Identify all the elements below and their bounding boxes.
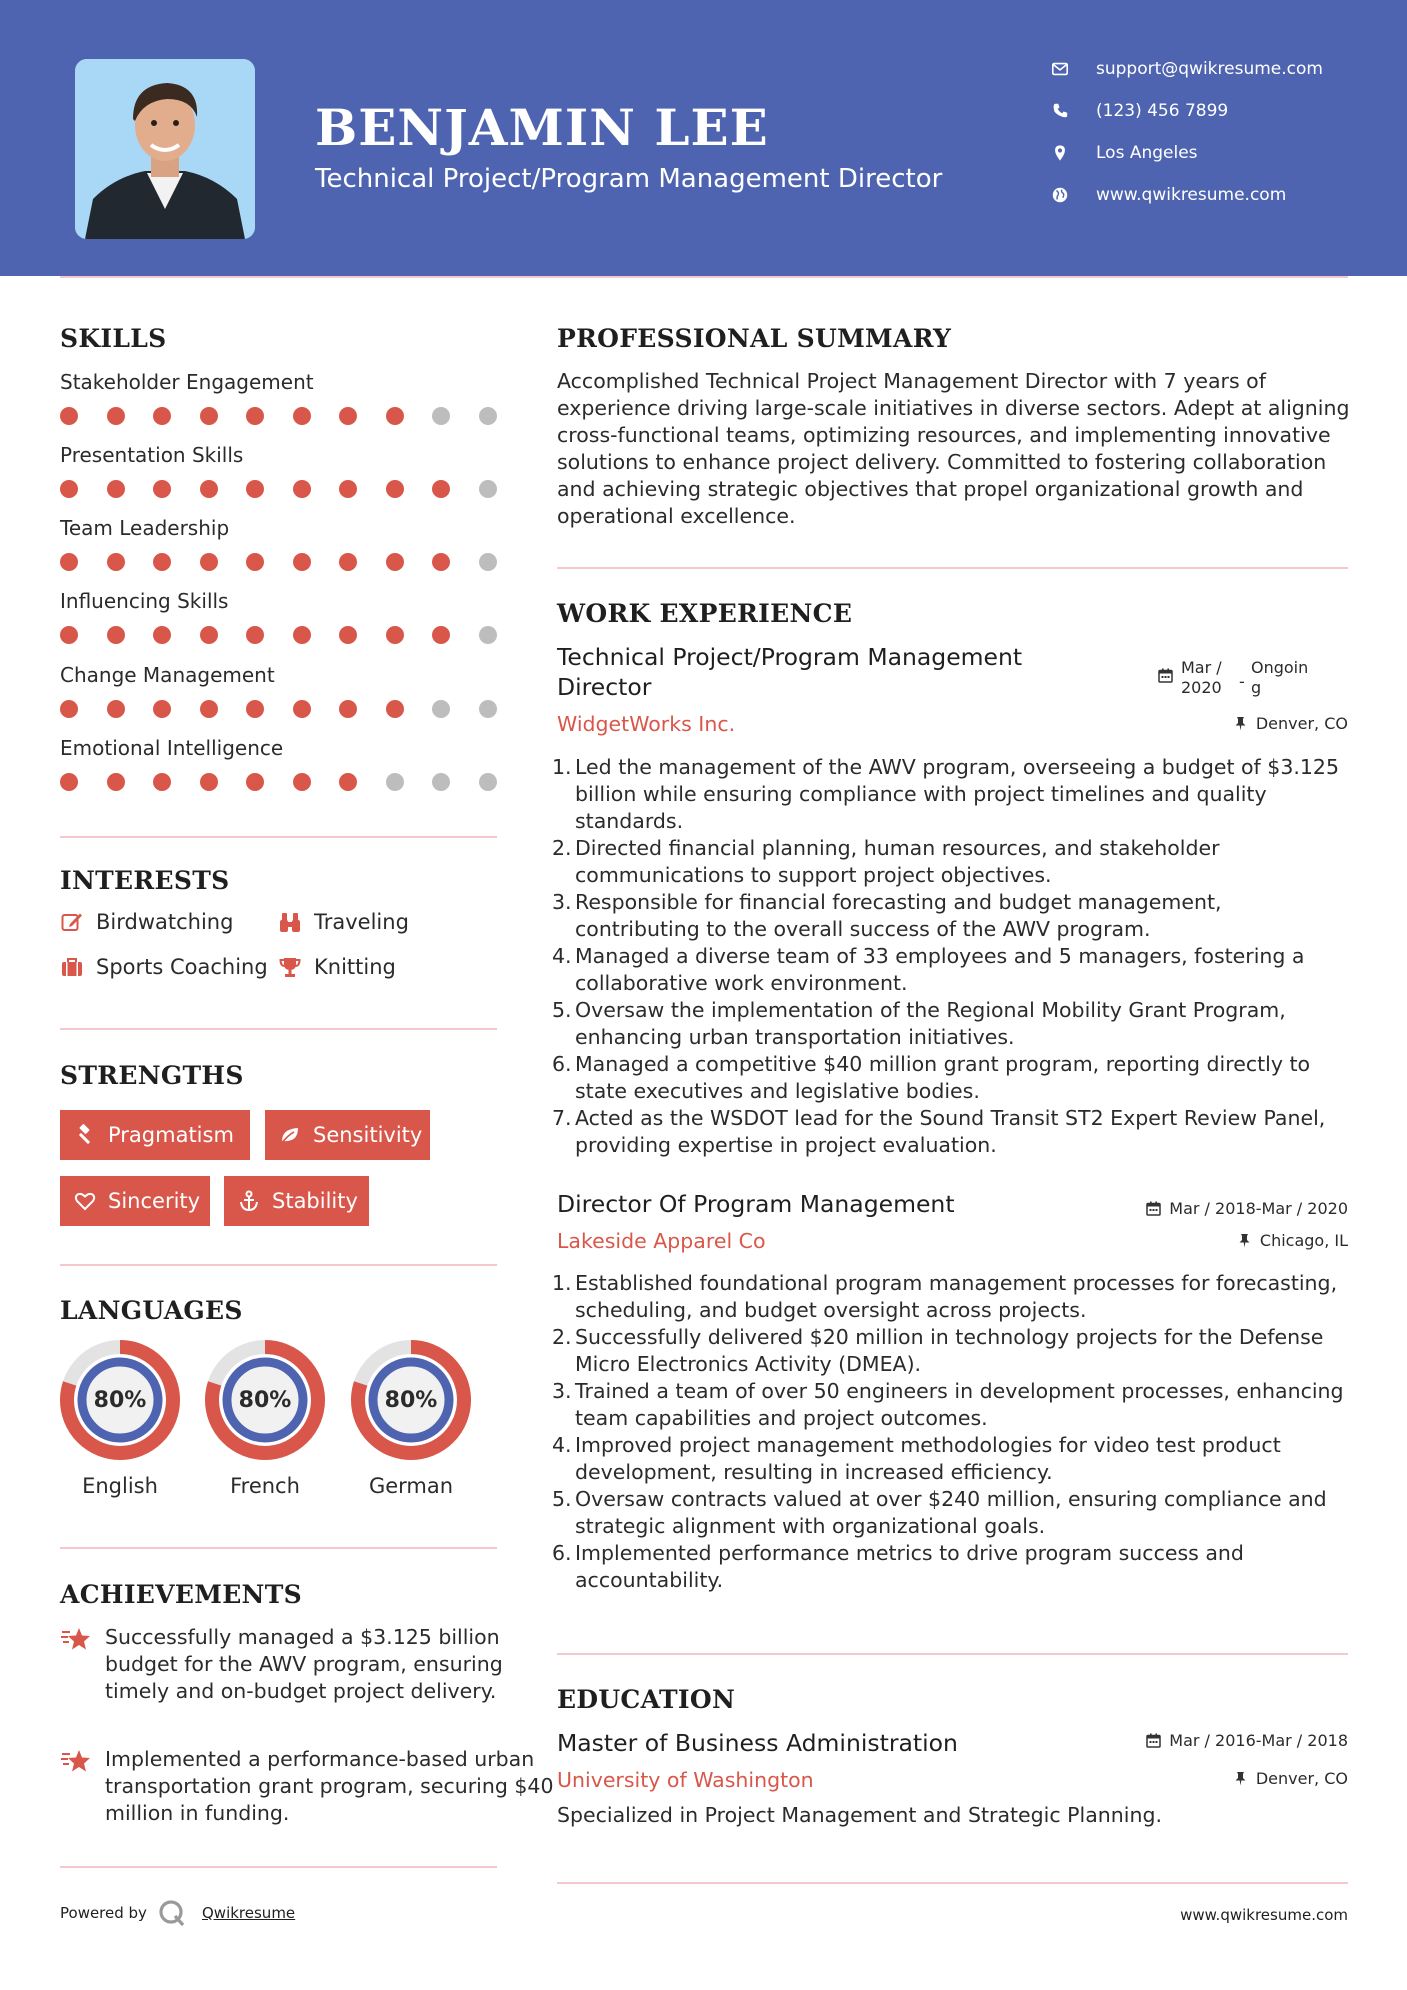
job-location-text: Chicago, IL	[1259, 1231, 1348, 1250]
rating-dot-filled	[153, 553, 171, 571]
pushpin-icon	[1233, 716, 1248, 731]
language-percent: 80%	[93, 1387, 147, 1413]
job-bullet	[552, 1378, 1352, 1432]
envelope-icon	[1050, 59, 1070, 79]
rating-dot-filled	[386, 626, 404, 644]
bullet-number: 5.	[552, 1487, 572, 1511]
job-bullet	[552, 1270, 1352, 1324]
footer-website[interactable]: www.qwikresume.com	[1180, 1906, 1348, 1924]
bullet-text: Improved project management methodologies for video test product development, resulting in increased efficiency.	[575, 1433, 1281, 1484]
rating-dot-filled	[293, 553, 311, 571]
language-gauge	[205, 1340, 325, 1460]
job-bullet	[552, 1324, 1352, 1378]
rating-dot-empty	[386, 773, 404, 791]
pushpin-icon	[1233, 1771, 1248, 1786]
job-date	[1100, 1199, 1348, 1218]
rating-dot-filled	[386, 700, 404, 718]
education-location-text: Denver, CO	[1255, 1769, 1348, 1788]
language-gauge	[60, 1340, 180, 1460]
achievement-item	[60, 1746, 554, 1827]
interest-label: Sports Coaching	[96, 955, 268, 979]
rating-dot-filled	[107, 700, 125, 718]
interest-item	[60, 955, 268, 979]
section-divider	[557, 1882, 1348, 1884]
rating-dot-filled	[246, 480, 264, 498]
gavel-icon	[74, 1124, 96, 1146]
rating-dot-filled	[386, 407, 404, 425]
rating-dot-filled	[432, 553, 450, 571]
skill-name: Stakeholder Engagement	[60, 370, 314, 394]
briefcase-icon	[60, 955, 84, 979]
bullet-number: 1.	[552, 1271, 572, 1295]
bullet-number: 2.	[552, 836, 572, 860]
bullet-number: 4.	[552, 944, 572, 968]
bullet-number: 7.	[552, 1106, 572, 1130]
rating-dot-filled	[200, 407, 218, 425]
strength-tag	[224, 1176, 369, 1226]
interest-item	[278, 955, 396, 979]
qwikresume-logo-icon	[158, 1899, 188, 1927]
school-name: University of Washington	[557, 1768, 814, 1792]
language-name: German	[368, 1474, 454, 1498]
job-bullet	[552, 943, 1352, 997]
rating-dot-filled	[200, 626, 218, 644]
rating-dot-filled	[339, 480, 357, 498]
rating-dot-filled	[107, 626, 125, 644]
bullet-text: Oversaw the implementation of the Regional Mobility Grant Program, enhancing urban transportation initiatives.	[575, 998, 1286, 1049]
strength-tag	[265, 1110, 430, 1160]
job-title: Technical Project/Program Management Director	[557, 643, 1023, 701]
job-date-start: Mar / 2020	[1181, 658, 1222, 697]
job-bullet	[552, 1105, 1352, 1159]
rating-dot-filled	[293, 700, 311, 718]
bullet-text: Oversaw contracts valued at over $240 million, ensuring compliance and strategic alignment with organizational goals.	[575, 1487, 1327, 1538]
contact-website[interactable]	[1050, 182, 1286, 208]
job-bullet	[552, 835, 1352, 889]
candidate-role: Technical Project/Program Management Director	[315, 164, 943, 194]
bullet-text: Established foundational program management processes for forecasting, scheduling, and budget oversight across projects.	[575, 1271, 1338, 1322]
job-date-text: Mar / 2018-Mar / 2020	[1169, 1199, 1348, 1218]
bullet-text: Responsible for financial forecasting and budget management, contributing to the overall success of the AWV program.	[575, 890, 1222, 941]
achievement-text: Successfully managed a $3.125 billion budget for the AWV program, ensuring timely and on-budget project delivery.	[105, 1625, 503, 1703]
contact-email[interactable]	[1050, 56, 1323, 82]
skill-name: Emotional Intelligence	[60, 736, 284, 760]
skill-name: Presentation Skills	[60, 443, 244, 467]
interest-label: Traveling	[314, 910, 409, 934]
job-location-text: Denver, CO	[1255, 714, 1348, 733]
rating-dot-filled	[386, 553, 404, 571]
pushpin-icon	[1237, 1233, 1252, 1248]
rating-dot-empty	[479, 700, 497, 718]
rating-dot-empty	[479, 553, 497, 571]
education-description: Specialized in Project Management and Strategic Planning.	[557, 1803, 1162, 1827]
strength-tag	[60, 1110, 250, 1160]
achievement-text: Implemented a performance-based urban transportation grant program, securing $40 million in funding.	[105, 1747, 554, 1825]
bullet-number: 3.	[552, 1379, 572, 1403]
rating-dot-filled	[386, 480, 404, 498]
bullet-text: Trained a team of over 50 engineers in development processes, enhancing team capabilities and project outcomes.	[575, 1379, 1344, 1430]
bullet-number: 2.	[552, 1325, 572, 1349]
bullet-text: Successfully delivered $20 million in technology projects for the Defense Micro Electronics Activity (DMEA).	[575, 1325, 1324, 1376]
rating-dot-filled	[60, 553, 78, 571]
company-name: WidgetWorks Inc.	[557, 712, 736, 736]
bullet-text: Acted as the WSDOT lead for the Sound Transit ST2 Expert Review Panel, providing expertise in project evaluation.	[575, 1106, 1326, 1157]
resume-header	[0, 0, 1407, 276]
calendar-icon	[1158, 668, 1173, 683]
rating-dot-empty	[479, 480, 497, 498]
section-divider	[60, 1547, 497, 1549]
skill-name: Influencing Skills	[60, 589, 229, 613]
rating-dot-empty	[479, 626, 497, 644]
interest-label: Birdwatching	[96, 910, 234, 934]
rating-dot-filled	[293, 773, 311, 791]
language-name: English	[82, 1474, 158, 1498]
skill-rating	[60, 553, 500, 571]
section-divider	[60, 1028, 497, 1030]
language-gauge	[351, 1340, 471, 1460]
bullet-text: Managed a diverse team of 33 employees and 5 managers, fostering a collaborative work environment.	[575, 944, 1305, 995]
strength-label: Sincerity	[108, 1189, 201, 1213]
rating-dot-empty	[479, 773, 497, 791]
calendar-icon	[1146, 1733, 1161, 1748]
rating-dot-filled	[246, 407, 264, 425]
job-date	[1158, 658, 1317, 698]
contact-location-text: Los Angeles	[1096, 143, 1198, 163]
achievement-item	[60, 1624, 503, 1732]
rating-dot-filled	[107, 773, 125, 791]
interests-heading: INTERESTS	[60, 866, 230, 895]
strength-label: Stability	[272, 1189, 358, 1213]
job-bullet	[552, 889, 1352, 943]
rating-dot-filled	[60, 407, 78, 425]
skill-rating	[60, 480, 500, 498]
rating-dot-filled	[153, 773, 171, 791]
location-pin-icon	[1050, 143, 1070, 163]
star-award-icon	[60, 1626, 92, 1654]
candidate-name: BENJAMIN LEE	[315, 98, 769, 157]
summary-heading: PROFESSIONAL SUMMARY	[557, 324, 952, 353]
contact-phone-text: (123) 456 7899	[1096, 101, 1229, 121]
trophy-icon	[278, 955, 302, 979]
qwikresume-link[interactable]: Qwikresume	[202, 1904, 296, 1922]
strengths-heading: STRENGTHS	[60, 1061, 244, 1090]
rating-dot-filled	[293, 407, 311, 425]
section-divider	[60, 1264, 497, 1266]
job-achievements-list	[552, 754, 1352, 1159]
bullet-number: 1.	[552, 755, 572, 779]
skill-name: Team Leadership	[60, 516, 230, 540]
interest-item	[278, 910, 409, 934]
job-bullet	[552, 1486, 1352, 1540]
bullet-text: Directed financial planning, human resources, and stakeholder communications to support project objectives.	[575, 836, 1220, 887]
language-percent: 80%	[384, 1387, 438, 1413]
job-date-end: Ongoing	[1251, 658, 1309, 697]
job-bullet	[552, 1432, 1352, 1486]
rating-dot-filled	[200, 553, 218, 571]
rating-dot-empty	[432, 700, 450, 718]
rating-dot-filled	[246, 773, 264, 791]
skill-rating	[60, 407, 500, 425]
profile-photo	[75, 59, 255, 239]
rating-dot-filled	[432, 626, 450, 644]
rating-dot-filled	[339, 553, 357, 571]
rating-dot-filled	[246, 700, 264, 718]
contact-phone[interactable]	[1050, 98, 1228, 124]
rating-dot-filled	[432, 480, 450, 498]
rating-dot-filled	[107, 553, 125, 571]
bullet-text: Managed a competitive $40 million grant program, reporting directly to state executives and legislative bodies.	[575, 1052, 1311, 1103]
header-divider	[60, 276, 1348, 278]
job-date-separator: -	[1239, 672, 1245, 691]
skill-rating	[60, 700, 500, 718]
anchor-icon	[238, 1190, 260, 1212]
rating-dot-filled	[339, 407, 357, 425]
calendar-icon	[1146, 1201, 1161, 1216]
rating-dot-filled	[60, 700, 78, 718]
rating-dot-filled	[339, 626, 357, 644]
rating-dot-filled	[246, 553, 264, 571]
rating-dot-filled	[107, 407, 125, 425]
pencil-square-icon	[60, 910, 84, 934]
interest-item	[60, 910, 233, 934]
achievements-heading: ACHIEVEMENTS	[60, 1580, 302, 1609]
section-divider	[60, 1866, 497, 1868]
bullet-number: 6.	[552, 1052, 572, 1076]
job-location	[1100, 714, 1348, 733]
rating-dot-filled	[339, 773, 357, 791]
skill-rating	[60, 626, 500, 644]
experience-heading: WORK EXPERIENCE	[557, 599, 853, 628]
rating-dot-filled	[60, 626, 78, 644]
company-name: Lakeside Apparel Co	[557, 1229, 766, 1253]
languages-heading: LANGUAGES	[60, 1296, 243, 1325]
job-bullet	[552, 1051, 1352, 1105]
rating-dot-filled	[293, 480, 311, 498]
rating-dot-filled	[200, 700, 218, 718]
rating-dot-empty	[479, 407, 497, 425]
rating-dot-filled	[60, 480, 78, 498]
contact-email-text: support@qwikresume.com	[1096, 59, 1323, 79]
strength-tag	[60, 1176, 210, 1226]
job-location	[1100, 1231, 1348, 1250]
language-percent: 80%	[238, 1387, 292, 1413]
bullet-text: Led the management of the AWV program, overseeing a budget of $3.125 billion while ensuring compliance with project timelines and quality standards.	[575, 755, 1340, 833]
rating-dot-empty	[432, 773, 450, 791]
rating-dot-filled	[200, 480, 218, 498]
interest-label: Knitting	[314, 955, 396, 979]
section-divider	[557, 567, 1348, 569]
powered-by-label: Powered by	[60, 1904, 147, 1922]
education-date-text: Mar / 2016-Mar / 2018	[1169, 1731, 1348, 1750]
section-divider	[557, 1653, 1348, 1655]
bullet-number: 6.	[552, 1541, 572, 1565]
rating-dot-filled	[153, 700, 171, 718]
job-bullet	[552, 1540, 1352, 1594]
skill-rating	[60, 773, 500, 791]
contact-website-text: www.qwikresume.com	[1096, 185, 1287, 205]
rating-dot-filled	[153, 407, 171, 425]
job-bullet	[552, 754, 1352, 835]
rating-dot-filled	[200, 773, 218, 791]
education-location	[1100, 1769, 1348, 1788]
bullet-number: 5.	[552, 998, 572, 1022]
strength-label: Pragmatism	[108, 1123, 234, 1147]
bullet-number: 3.	[552, 890, 572, 914]
globe-icon	[1050, 185, 1070, 205]
education-heading: EDUCATION	[557, 1685, 736, 1714]
language-name: French	[230, 1474, 300, 1498]
rating-dot-empty	[432, 407, 450, 425]
rating-dot-filled	[153, 480, 171, 498]
skill-name: Change Management	[60, 663, 275, 687]
rating-dot-filled	[293, 626, 311, 644]
job-bullet	[552, 997, 1352, 1051]
rating-dot-filled	[246, 626, 264, 644]
education-date	[1100, 1731, 1348, 1750]
summary-text: Accomplished Technical Project Management Director with 7 years of experience driving large-scale initiatives in diverse sectors. Adept at aligning cross-functional teams, optimizing resources, and implementing innovative solutions to enhance project delivery. Committed to fostering collaboration and achieving strategic objectives that propel organizational growth and operational excellence.	[557, 369, 1350, 528]
skills-heading: SKILLS	[60, 324, 167, 353]
strength-label: Sensitivity	[313, 1123, 423, 1147]
rating-dot-filled	[107, 480, 125, 498]
phone-icon	[1050, 101, 1070, 121]
star-award-icon	[60, 1748, 92, 1776]
contact-location	[1050, 140, 1198, 166]
rating-dot-filled	[339, 700, 357, 718]
job-title: Director Of Program Management	[557, 1190, 955, 1218]
bullet-text: Implemented performance metrics to drive program success and accountability.	[575, 1541, 1244, 1592]
leaf-icon	[279, 1124, 301, 1146]
section-divider	[60, 836, 497, 838]
job-achievements-list	[552, 1270, 1352, 1594]
binoculars-icon	[278, 910, 302, 934]
rating-dot-filled	[153, 626, 171, 644]
bullet-number: 4.	[552, 1433, 572, 1457]
heart-icon	[74, 1190, 96, 1212]
rating-dot-filled	[60, 773, 78, 791]
degree-title: Master of Business Administration	[557, 1729, 958, 1757]
